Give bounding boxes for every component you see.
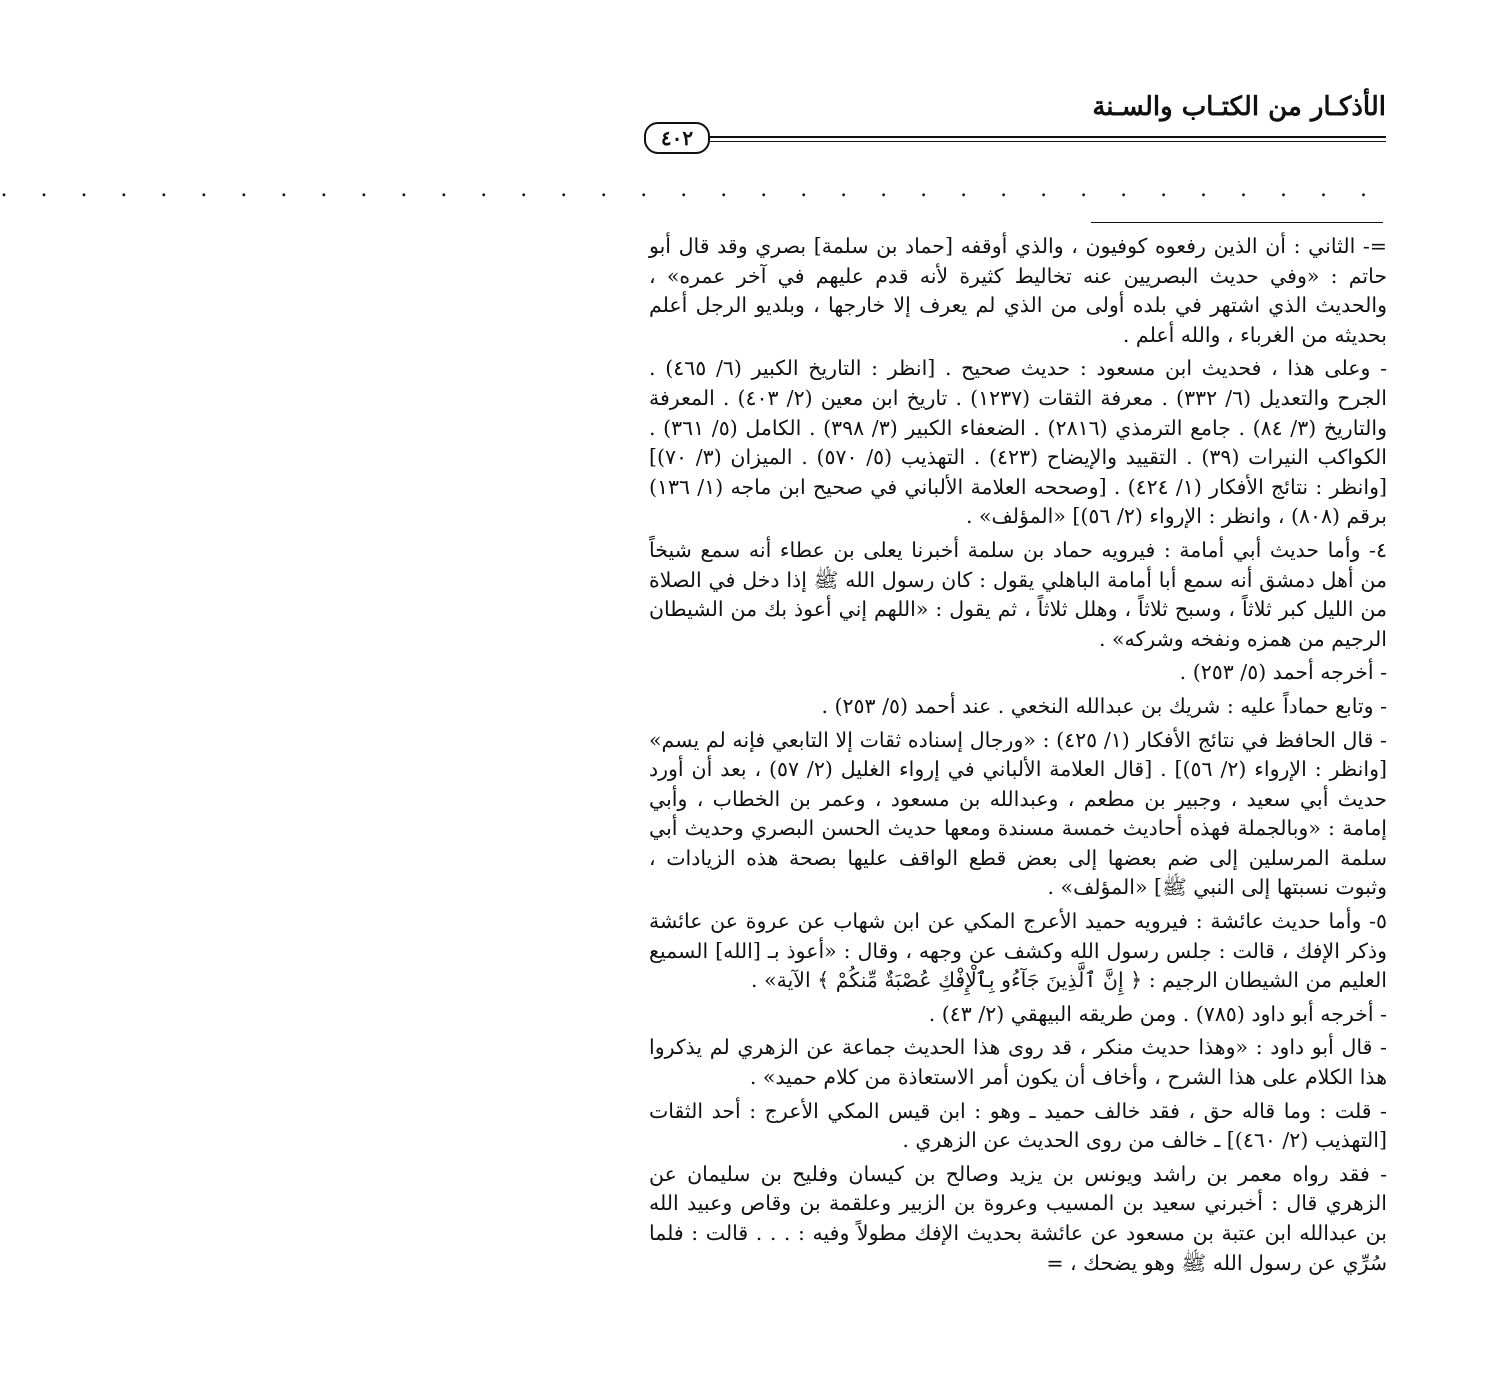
running-title: الأذكـار من الكتـاب والسـنة [1092,92,1386,122]
footnote-separator [1091,222,1383,223]
paragraph-7: ٥- وأما حديث عائشة : فيرويه حميد الأعرج المكي عن ابن شهاب عن عروة عن عائشة وذكر الإفك ، قالت : جلس رسول الله وكشف عن وجهه ، وقال : «أعوذ بـ [الله] السميع العليم من الشيطان الرجيم : ﴿ إِنَّ ٱلَّذِينَ جَآءُو بِٱلْإِفْكِ عُصْبَةٌ مِّنكُمْ ﴾ الآية» . [649,909,1387,993]
header-rule [644,136,1386,138]
paragraph-1: =- الثاني : أن الذين رفعوه كوفيون ، والذي أوقفه [حماد بن سلمة] بصري وقد قال أبو حاتم : «وفي حديث البصريين عنه تخاليط كثيرة لأنه قدم عليهم في آخر عمره» ، والحديث الذي اشتهر في بلده أولى من الذي لم يعرف إلا خارجها ، وبلديو الرجل أعلم بحديثه من الغرباء ، والله أعلم . [649,234,1387,347]
page-number: ٤٠٢ [644,122,710,154]
paragraph-11: - فقد رواه معمر بن راشد ويونس بن يزيد وصالح بن كيسان وفليح بن سليمان عن الزهري قال : أخبرني سعيد بن المسيب وعروة بن الزبير وعلقمة بن وقاص وعبيد الله بن عبدالله ابن عتبة بن مسعود عن عائشة بحديث الإفك مطولاً وفيه : . . . قالت : فلما سُرِّي عن رسول الله ﷺ وهو يضحك ، = [649,1161,1387,1275]
dotted-separator: . . . . . . . . . . . . . . . . . . . . . . . . . . . . . . . . . . . [0,177,1380,202]
paragraph-10: - قلت : وما قاله حق ، فقد خالف حميد ـ وهو : ابن قيس المكي الأعرج : أحد الثقات [التهذيب (٢/ ٤٦٠)] ـ خالف من روى الحديث عن الزهري . [649,1098,1387,1153]
header-rule-thin [644,141,1386,142]
paragraph-6: - قال الحافظ في نتائج الأفكار (١/ ٤٢٥) : «ورجال إسناده ثقات إلا التابعي فإنه لم يسم» [وانظر : الإرواء (٢/ ٥٦)] . [قال العلامة الألباني في إرواء الغليل (٢/ ٥٧) ، بعد أن أورد حديث أبي سعيد ، وجبير بن مطعم ، وعبدالله بن مسعود ، وعمر بن الخطاب ، وأبي إمامة : «وبالجملة فهذه أحاديث خمسة مسندة ومعها حديث الحسن البصري وحديث أبي سلمة المرسلين إلى ضم بعضها إلى بعض قطع الواقف عليها بصحة هذه الزيادات ، وثبوت نسبتها إلى النبي ﷺ] «المؤلف» . [649,727,1387,900]
paragraph-5: - وتابع حماداً عليه : شريك بن عبدالله النخعي . عند أحمد (٥/ ٢٥٣) . [821,693,1387,718]
page-header [644,92,1386,152]
paragraph-8: - أخرجه أبو داود (٧٨٥) . ومن طريقه البيهقي (٢/ ٤٣) . [928,1001,1387,1026]
paragraph-9: - قال أبو داود : «وهذا حديث منكر ، قد روى هذا الحديث جماعة عن الزهري لم يذكروا هذا الكلام على هذا الشرح ، وأخاف أن يكون أمر الاستعاذة من كلام حميد» . [649,1035,1387,1090]
paragraph-3: ٤- وأما حديث أبي أمامة : فيرويه حماد بن سلمة أخبرنا يعلى بن عطاء أنه سمع شيخاً من أهل دمشق أنه سمع أبا أمامة الباهلي يقول : كان رسول الله ﷺ إذا دخل في الصلاة من الليل كبر ثلاثاً ، وسبح ثلاثاً ، وهلل ثلاثاً ، ثم يقول : «اللهم إني أعوذ بك من الشيطان الرجيم من همزه ونفخه وشركه» . [649,537,1387,651]
footnote-body [649,232,1387,1282]
paragraph-4: - أخرجه أحمد (٥/ ٢٥٣) . [1179,660,1387,685]
paragraph-2: - وعلى هذا ، فحديث ابن مسعود : حديث صحيح . [انظر : التاريخ الكبير (٦/ ٤٦٥) . الجرح والتعديل (٦/ ٣٣٢) . معرفة الثقات (١٢٣٧) . تاريخ ابن معين (٢/ ٤٠٣) . المعرفة والتاريخ (٣/ ٨٤) . جامع الترمذي (٢٨١٦) . الضعفاء الكبير (٣/ ٣٩٨) . الكامل (٥/ ٣٦١) . الكواكب النيرات (٣٩) . التقييد والإيضاح (٤٢٣) . التهذيب (٥/ ٥٧٠) . الميزان (٣/ ٧٠)] [وانظر : نتائج الأفكار (١/ ٤٢٤) . [وصححه العلامة الألباني في صحيح ابن ماجه (١/ ١٣٦) برقم (٨٠٨) ، وانظر : الإرواء (٢/ ٥٦)] «المؤلف» . [649,356,1387,529]
